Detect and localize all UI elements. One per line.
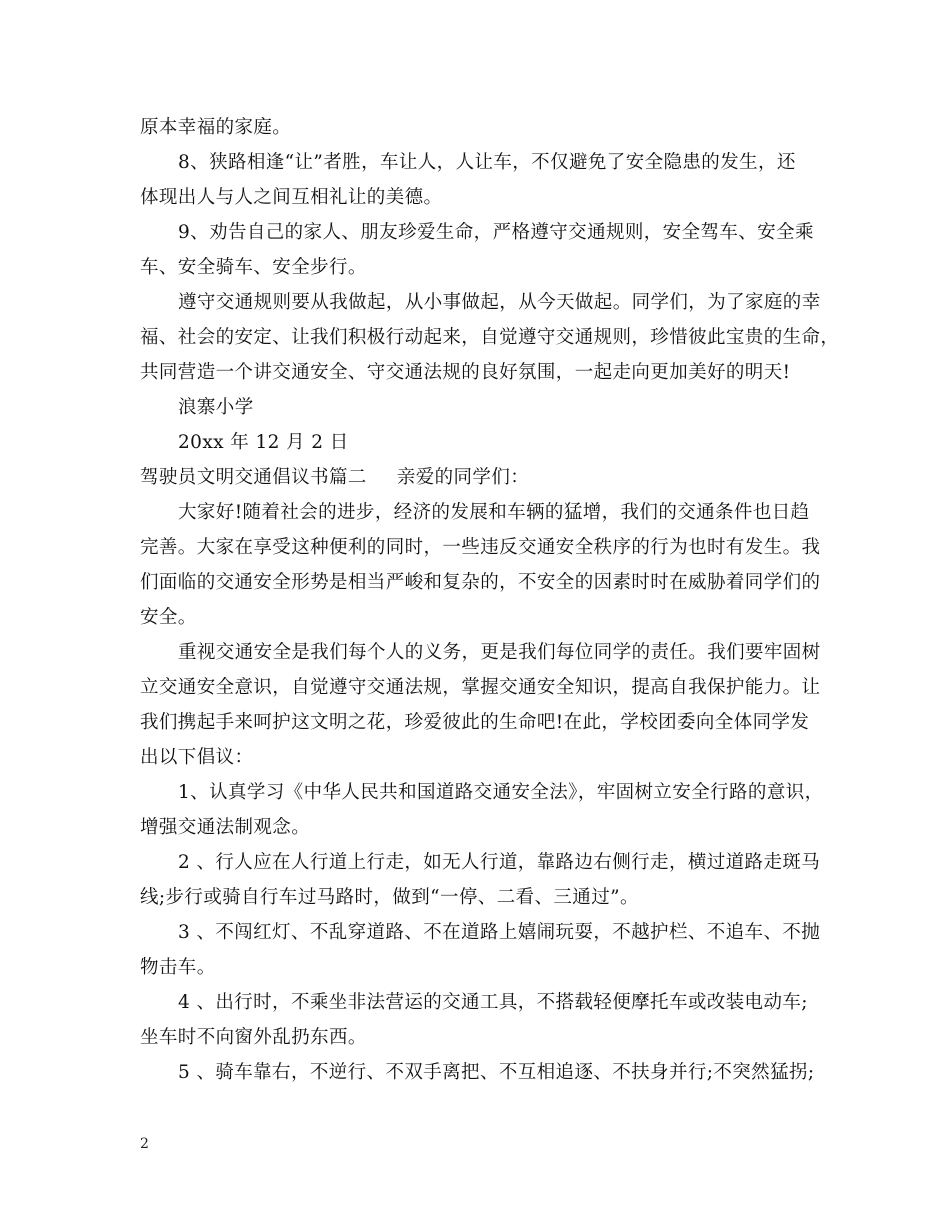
section-title: 驾驶员文明交通倡议书篇二	[140, 467, 367, 488]
signature-date: 20xx 年 12 月 2 日	[178, 432, 349, 453]
text-line: 立交通安全意识，自觉遵守交通法规，掌握交通安全知识，提高自我保护能力。让	[140, 677, 821, 698]
list-item-3: 3 、不闯红灯、不乱穿道路、不在道路上嬉闹玩耍，不越护栏、不追车、不抛	[178, 922, 821, 943]
list-item-2: 2 、行人应在人行道上行走，如无人行道，靠路边右侧行走，横过道路走斑马	[178, 852, 821, 873]
text-line: 增强交通法制观念。	[140, 817, 311, 838]
text-line: 共同营造一个讲交通安全、守交通法规的良好氛围，一起走向更加美好的明天!	[140, 362, 791, 383]
list-item-8: 8、狭路相逢“让”者胜，车让人，人让车，不仅避免了安全隐患的发生，还	[178, 152, 796, 173]
text-line: 出以下倡议：	[140, 747, 254, 768]
paragraph-start: 遵守交通规则要从我做起，从小事做起，从今天做起。同学们，为了家庭的幸	[178, 292, 821, 313]
text-line: 福、社会的安定、让我们积极行动起来，自觉遵守交通规则，珍惜彼此宝贵的生命，	[140, 327, 840, 348]
text-line: 车、安全骑车、安全步行。	[140, 257, 367, 278]
list-item-9: 9、劝告自己的家人、朋友珍爱生命，严格遵守交通规则，安全驾车、安全乘	[178, 222, 814, 243]
text-line: 我们携起手来呵护这文明之花，珍爱彼此的生命吧!在此，学校团委向全体同学发	[140, 712, 810, 733]
section-heading-row	[140, 460, 820, 495]
document-body	[140, 110, 840, 1090]
text-line: 体现出人与人之间互相礼让的美德。	[140, 187, 443, 208]
text-line: 线;步行或骑自行车过马路时，做到“一停、二看、三通过”。	[140, 887, 639, 908]
text-line: 完善。大家在享受这种便利的同时，一些违反交通安全秩序的行为也时有发生。我	[140, 537, 821, 558]
text-line: 们面临的交通安全形势是相当严峻和复杂的，不安全的因素时时在威胁着同学们的	[140, 572, 821, 593]
paragraph-start: 重视交通安全是我们每个人的义务，更是我们每位同学的责任。我们要牢固树	[178, 642, 821, 663]
text-line: 坐车时不向窗外乱扔东西。	[140, 1027, 367, 1048]
list-item-4: 4 、出行时，不乘坐非法营运的交通工具，不搭载轻便摩托车或改装电动车;	[178, 992, 808, 1013]
text-line: 安全。	[140, 607, 197, 628]
page-number: 2	[140, 1136, 149, 1152]
paragraph-start: 大家好!随着社会的进步，经济的发展和车辆的猛增，我们的交通条件也日趋	[178, 502, 810, 523]
list-item-5: 5 、骑车靠右，不逆行、不双手离把、不互相追逐、不扶身并行;不突然猛拐;	[178, 1062, 815, 1083]
signature-school: 浪寨小学	[178, 397, 254, 418]
list-item-1: 1、认真学习《中华人民共和国道路交通安全法》，牢固树立安全行路的意识，	[178, 782, 824, 803]
salutation: 亲爱的同学们：	[396, 467, 530, 488]
text-line: 原本幸福的家庭。	[140, 117, 292, 138]
text-line: 物击车。	[140, 957, 216, 978]
